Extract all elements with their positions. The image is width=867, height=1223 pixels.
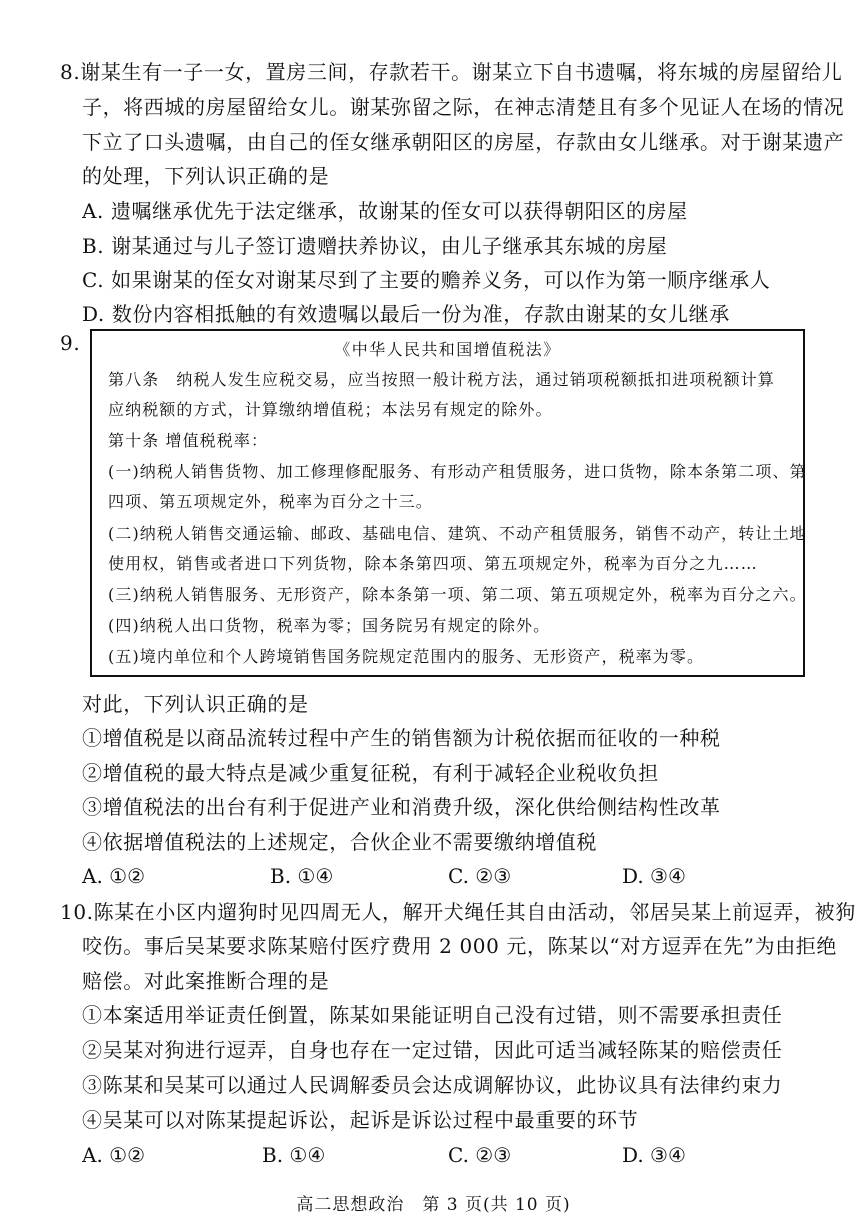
q8-option-d: D. 数份内容相抵触的有效遗嘱以最后一份为准，存款由谢某的女儿继承 [82, 302, 730, 326]
q10-item-2: ②吴某对狗进行逗弄，自身也存在一定过错，因此可适当减轻陈某的赔偿责任 [82, 1038, 783, 1062]
q9-law-line-9: (四)纳税人出口货物，税率为零；国务院另有规定的除外。 [108, 616, 551, 635]
q9-law-line-4: (一)纳税人销售货物、加工修理修配服务、有形动产租赁服务，进口货物，除本条第二项、第 [108, 462, 807, 481]
q9-item-1: ①增值税是以商品流转过程中产生的销售额为计税依据而征收的一种税 [82, 726, 721, 750]
q9-law-line-7: 使用权，销售或者进口下列货物，除本条第四项、第五项规定外，税率为百分之九…… [108, 554, 758, 573]
q9-number: 9. [60, 331, 81, 355]
q10-item-3: ③陈某和吴某可以通过人民调解委员会达成调解协议，此协议具有法律约束力 [82, 1073, 783, 1097]
q8-option-c: C. 如果谢某的侄女对谢某尽到了主要的赡养义务，可以作为第一顺序继承人 [82, 268, 771, 292]
page-footer: 高二思想政治 第 3 页(共 10 页) [296, 1195, 571, 1215]
q10-item-1: ①本案适用举证责任倒置，陈某如果能证明自己没有过错，则不需要承担责任 [82, 1003, 783, 1027]
q10-choice-c: C. ②③ [448, 1143, 512, 1167]
q9-law-title: 《中华人民共和国增值税法》 [334, 340, 561, 359]
q10-stem-line-1: 10.陈某在小区内遛狗时见四周无人，解开犬绳任其自由活动，邻居吴某上前逗弄，被狗 [60, 900, 856, 924]
q8-stem-line-4: 的处理，下列认识正确的是 [82, 164, 330, 188]
q10-stem-line-2: 咬伤。事后吴某要求陈某赔付医疗费用 2 000 元，陈某以“对方逗弄在先”为由拒绝 [82, 934, 838, 958]
q9-law-line-1: 第八条 纳税人发生应税交易，应当按照一般计税方法，通过销项税额抵扣进项税额计算 [108, 370, 775, 389]
q9-item-4: ④依据增值税法的上述规定，合伙企业不需要缴纳增值税 [82, 830, 597, 854]
q9-choice-c: C. ②③ [448, 864, 512, 888]
q10-choice-a: A. ①② [82, 1143, 146, 1167]
q9-law-line-8: (三)纳税人销售服务、无形资产，除本条第一项、第二项、第五项规定外，税率为百分之六。 [108, 585, 807, 604]
q9-item-3: ③增值税法的出台有利于促进产业和消费升级，深化供给侧结构性改革 [82, 795, 721, 819]
q9-law-line-5: 四项、第五项规定外，税率为百分之十三。 [108, 492, 433, 511]
q8-option-a: A. 遗嘱继承优先于法定继承，故谢某的侄女可以获得朝阳区的房屋 [82, 199, 688, 223]
q10-item-4: ④吴某可以对陈某提起诉讼，起诉是诉讼过程中最重要的环节 [82, 1108, 639, 1132]
q9-law-line-10: (五)境内单位和个人跨境销售国务院规定范围内的服务、无形资产，税率为零。 [108, 647, 705, 666]
q10-stem-line-3: 赔偿。对此案推断合理的是 [82, 969, 330, 993]
q9-law-line-2: 应纳税额的方式，计算缴纳增值税；本法另有规定的除外。 [108, 400, 553, 419]
q9-choice-a: A. ①② [82, 864, 146, 888]
q8-stem-line-2: 子，将西城的房屋留给女儿。谢某弥留之际，在神志清楚且有多个见证人在场的情况 [82, 95, 845, 119]
q9-choice-b: B. ①④ [270, 864, 334, 888]
q9-stem: 对此，下列认识正确的是 [82, 692, 309, 716]
q8-stem-line-3: 下立了口头遗嘱，由自己的侄女继承朝阳区的房屋，存款由女儿继承。对于谢某遗产 [82, 130, 845, 154]
q9-law-line-6: (二)纳税人销售交通运输、邮政、基础电信、建筑、不动产租赁服务，销售不动产，转让土地 [108, 524, 807, 543]
q8-stem-line-1: 8.谢某生有一子一女，置房三间，存款若干。谢某立下自书遗嘱，将东城的房屋留给儿 [60, 60, 843, 84]
q10-choice-d: D. ③④ [622, 1143, 686, 1167]
q9-law-excerpt-box [90, 329, 805, 677]
q9-item-2: ②增值税的最大特点是减少重复征税，有利于减轻企业税收负担 [82, 761, 659, 785]
q10-choice-b: B. ①④ [262, 1143, 326, 1167]
q9-choice-d: D. ③④ [622, 864, 686, 888]
q8-option-b: B. 谢某通过与儿子签订遗赠扶养协议，由儿子继承其东城的房屋 [82, 234, 668, 258]
q9-law-line-3: 第十条 增值税税率： [108, 431, 269, 450]
